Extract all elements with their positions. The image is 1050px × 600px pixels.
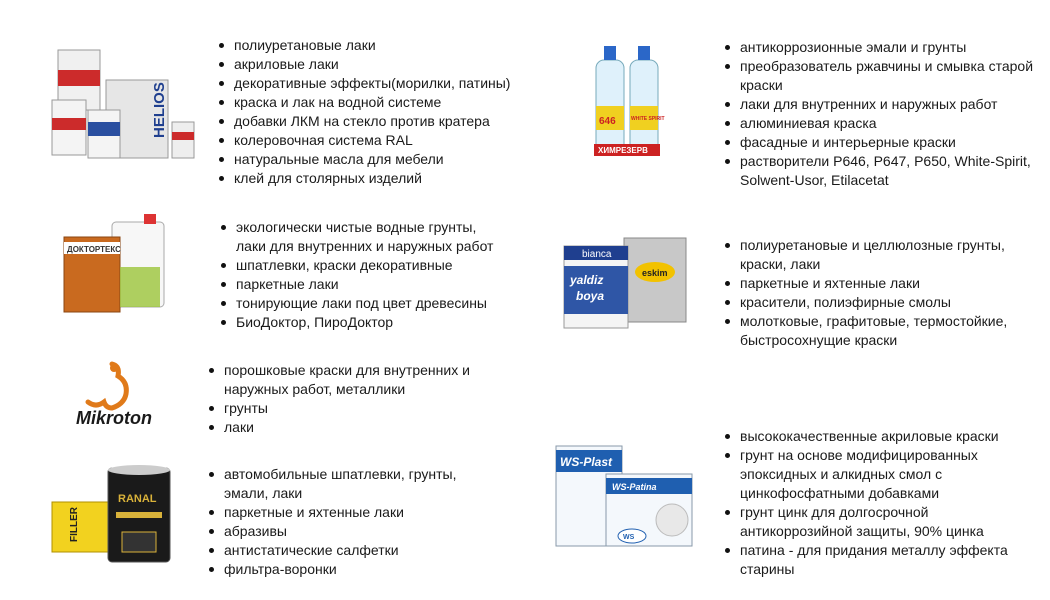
list-item-text: экологически чистые водные грунты, лаки для внутренних и наружных работ bbox=[236, 219, 494, 254]
mikroton-logo bbox=[72, 360, 177, 430]
list-item bbox=[740, 503, 1050, 541]
list-item: акриловые лаки bbox=[234, 55, 564, 74]
ranal-brand-text: RANAL bbox=[118, 493, 157, 505]
wspatina-brand-text: WS-Patina bbox=[612, 482, 657, 492]
bianca-list bbox=[722, 236, 1050, 350]
list-item: красители, полиэфирные смолы bbox=[740, 293, 1050, 312]
mikroton-brand-text: Mikroton bbox=[76, 408, 152, 428]
list-item: колеровочная система RAL bbox=[234, 131, 564, 150]
list-item: декоративные эффекты(морилки, патины) bbox=[234, 74, 564, 93]
wsplast-list bbox=[722, 427, 1050, 579]
list-item-text: молотковые, графитовые, термостойкие, быстросохнущие краски bbox=[740, 313, 1008, 348]
list-item: полиуретановые лаки bbox=[234, 36, 564, 55]
himprezerv-list bbox=[722, 38, 1050, 190]
list-item bbox=[740, 236, 1050, 274]
ranal-list bbox=[206, 465, 544, 579]
list-item: абразивы bbox=[224, 522, 544, 541]
list-item: высококачественные акриловые краски bbox=[740, 427, 1050, 446]
list-item bbox=[740, 446, 1050, 503]
list-item-text: преобразователь ржавчины и смывка старой краски bbox=[740, 58, 1034, 93]
list-item bbox=[224, 361, 544, 399]
list-item-text: грунт цинк для долгосрочной антикоррозийной защиты, 90% цинка bbox=[740, 504, 984, 539]
kangaroo-icon bbox=[88, 364, 126, 408]
helios-product-image bbox=[50, 40, 200, 165]
doktortex-list bbox=[218, 218, 556, 332]
list-item: антикоррозионные эмали и грунты bbox=[740, 38, 1050, 57]
doktortex-product-image bbox=[62, 212, 172, 317]
list-item bbox=[740, 152, 1050, 190]
ws-badge-text: WS bbox=[623, 534, 635, 541]
list-item bbox=[740, 541, 1050, 579]
wsplast-brand-text: WS-Plast bbox=[560, 455, 613, 469]
list-item: лаки для внутренних и наружных работ bbox=[740, 95, 1050, 114]
filler-label-text: FILLER bbox=[69, 507, 80, 542]
helios-brand-text: HELIOS bbox=[151, 82, 168, 138]
list-item: клей для столярных изделий bbox=[234, 169, 564, 188]
list-item: алюминиевая краска bbox=[740, 114, 1050, 133]
ranal-product-image bbox=[50, 462, 175, 567]
list-item bbox=[740, 312, 1050, 350]
list-item bbox=[224, 465, 544, 503]
list-item: паркетные и яхтенные лаки bbox=[740, 274, 1050, 293]
eskim-brand-text: eskim bbox=[642, 268, 668, 278]
list-item-text: порошковые краски для внутренних и наружных работ, металлики bbox=[224, 362, 470, 397]
bottle-646-text: 646 bbox=[599, 116, 616, 127]
list-item: натуральные масла для мебели bbox=[234, 150, 564, 169]
yaldiz-text: yaldiz bbox=[570, 273, 604, 287]
doktortex-brand-text: ДОКТОРТЕКС bbox=[67, 245, 121, 254]
himprezerv-brand-text: ХИМРЕЗЕРВ bbox=[598, 146, 648, 155]
mikroton-list bbox=[206, 361, 544, 437]
list-item: грунты bbox=[224, 399, 544, 418]
list-item: лаки bbox=[224, 418, 544, 437]
list-item: добавки ЛКМ на стекло против кратера bbox=[234, 112, 564, 131]
list-item: фильтра-воронки bbox=[224, 560, 544, 579]
list-item-text: растворители Р646, Р647, Р650, White-Spirit, Solwent-Usor, Etilacetat bbox=[740, 153, 1031, 188]
list-item: БиоДоктор, ПироДоктор bbox=[236, 313, 556, 332]
list-item: фасадные и интерьерные краски bbox=[740, 133, 1050, 152]
list-item: антистатические салфетки bbox=[224, 541, 544, 560]
wsplast-product-image bbox=[552, 440, 697, 550]
list-item bbox=[740, 57, 1050, 95]
bottle-whitespirit-text: WHITE SPIRIT bbox=[631, 116, 665, 122]
list-item-text: грунт на основе модифицированных эпоксидных и алкидных смол с цинкофосфатными добавками bbox=[740, 447, 978, 501]
boya-text: boya bbox=[576, 289, 605, 303]
himprezerv-product-image bbox=[590, 40, 665, 160]
bianca-product-image bbox=[562, 232, 690, 332]
list-item: шпатлевки, краски декоративные bbox=[236, 256, 556, 275]
list-item-text: патина - для придания металлу эффекта старины bbox=[740, 542, 1008, 577]
list-item-text: автомобильные шпатлевки, грунты, эмали, лаки bbox=[224, 466, 457, 501]
list-item: паркетные лаки bbox=[236, 275, 556, 294]
list-item: паркетные и яхтенные лаки bbox=[224, 503, 544, 522]
list-item-text: полиуретановые и целлюлозные грунты, краски, лаки bbox=[740, 237, 1005, 272]
list-item bbox=[236, 218, 556, 256]
list-item: краска и лак на водной системе bbox=[234, 93, 564, 112]
list-item: тонирующие лаки под цвет древесины bbox=[236, 294, 556, 313]
bianca-brand-text: bianca bbox=[582, 249, 612, 260]
helios-list bbox=[216, 36, 564, 188]
